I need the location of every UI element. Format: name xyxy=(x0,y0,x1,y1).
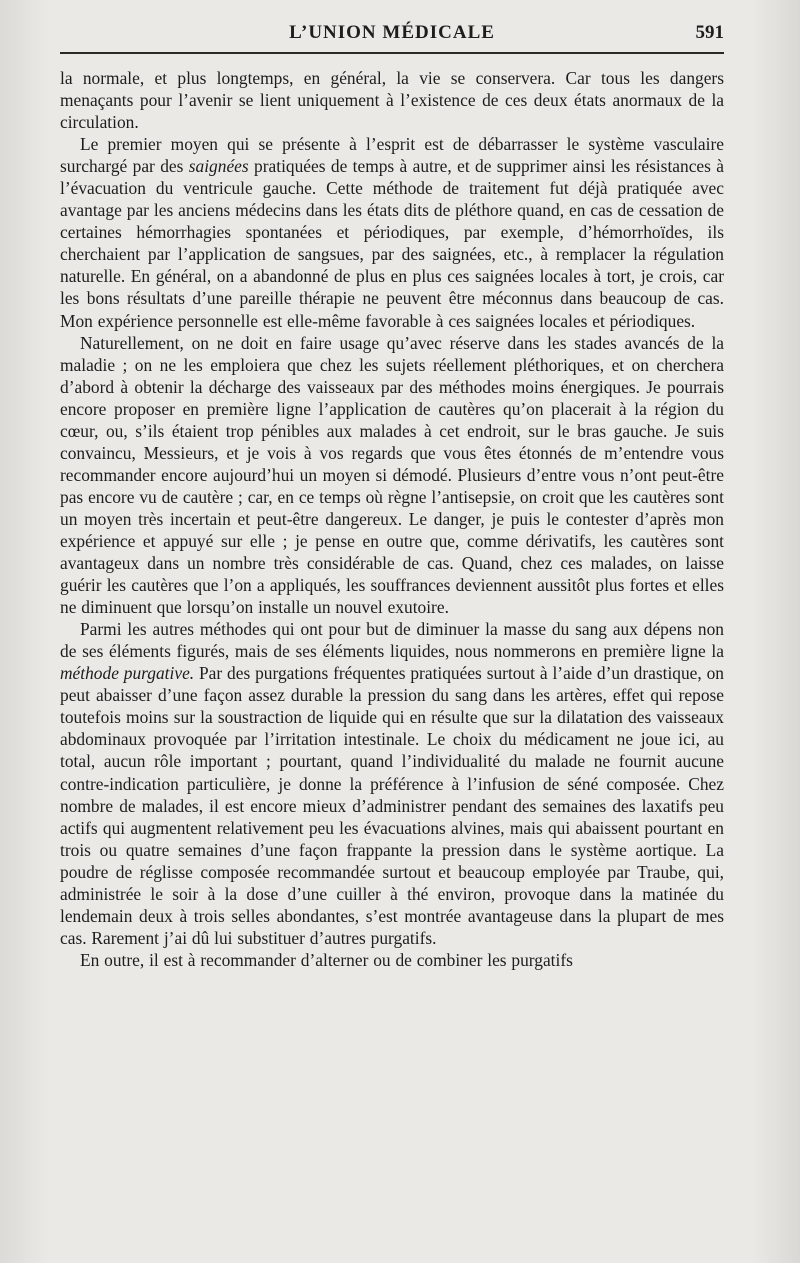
paragraph-5-text: En outre, il est à recommander d’alterner ou de combiner les purgatifs xyxy=(80,949,573,970)
paragraph-4-emphasis: méthode purgative. xyxy=(60,663,195,684)
paragraph-2-emphasis: saignées xyxy=(188,156,249,177)
paragraph-2-text-b: pratiquées de temps à autre, et de supprimer ainsi les résistances à l’évacuation du ventricule gauche. Cette méthode de traitement fut déjà pratiquée avec avantage par les anciens médecins dans les états dits de pléthore quand, en cas de cessation de certaines hémorrhagies spontanées et périodiques, par exemple, d’hémorrhoïdes, ils cherchaient par l’application de sangsues, par des saignées, etc., à remplacer la régulation naturelle. En général, on a abandonné de plus en plus ces saignées locales à tort, je crois, car les bons résultats d’une pareille thérapie ne peuvent être méconnus dans beaucoup de cas. Mon expérience personnelle est elle-même favorable à ces saignées locales et périodiques. xyxy=(60,156,724,331)
body-text xyxy=(60,67,724,971)
paragraph-2 xyxy=(60,133,724,331)
paragraph-2-text-a: Le premier moyen qui se présente à l’esprit est de débarrasser le système vasculaire surchargé par des xyxy=(60,134,724,177)
running-title: L’UNION MÉDICALE xyxy=(289,22,495,43)
paragraph-1 xyxy=(60,67,724,133)
paragraph-3-text: Naturellement, on ne doit en faire usage qu’avec réserve dans les stades avancés de la maladie ; on ne les emploiera que chez les sujets réellement pléthoriques, et on cherchera d’abord à obtenir la décharge des vaisseaux par des méthodes moins énergiques. Je pourrais encore proposer en première ligne l’application de cautères qu’on placerait à la région du cœur, ou, s’ils étaient trop pénibles aux malades à cet endroit, sur le bras gauche. Je suis convaincu, Messieurs, et je vois à vos regards que vous êtes étonnés de m’entendre vous recommander encore aujourd’hui un moyen si démodé. Plusieurs d’entre vous n’ont peut-être pas encore vu de cautère ; car, en ce temps où règne l’antisepsie, on croit que les cautères sont un moyen très incertain et peut-être dangereux. Le danger, je puis le contester d’après mon expérience et appuyé sur elle ; je pense en outre que, comme dérivatifs, les cautères sont avantageux dans un nombre très considérable de cas. Quand, chez ces malades, on laisse guérir les cautères que l’on a appliqués, les souffrances deviennent aussitôt plus fortes et elles ne diminuent que lorsqu’on installe un nouvel exutoire. xyxy=(60,332,724,618)
page-number: 591 xyxy=(695,22,724,43)
paragraph-1-text: la normale, et plus longtemps, en général, la vie se conservera. Car tous les dangers menaçants pour l’avenir se lient uniquement à l’existence de ces deux états anormaux de la circulation. xyxy=(60,68,724,133)
paragraph-3 xyxy=(60,332,724,619)
paragraph-4 xyxy=(60,618,724,949)
page-header xyxy=(60,22,724,48)
header-rule xyxy=(60,52,724,54)
paragraph-4-text-a: Parmi les autres méthodes qui ont pour but de diminuer la masse du sang aux dépens non de ses éléments figurés, mais de ses éléments liquides, nous nommerons en première ligne la xyxy=(60,619,724,662)
paragraph-5 xyxy=(60,949,724,971)
paragraph-4-text-b: Par des purgations fréquentes pratiquées surtout à l’aide d’un drastique, on peut abaisser d’une façon assez durable la pression du sang dans les artères, effet qui repose toutefois moins sur la soustraction de liquide qui en résulte que sur la dilatation des vaisseaux abdominaux provoquée par l’irritation intestinale. Le choix du médicament ne joue ici, au total, aucun rôle important ; pourtant, quand l’individualité du malade ne fournit aucune contre-indication particulière, je donne la préférence à l’infusion de séné composée. Chez nombre de malades, il est encore mieux d’administrer pendant des semaines des laxatifs peu actifs qui augmentent relativement peu les évacuations alvines, mais qui abaissent pourtant en trois ou quatre semaines d’une façon frappante la pression dans le système aortique. La poudre de réglisse composée recommandée surtout et beaucoup employée par Traube, qui, administrée le soir à la dose d’une cuiller à thé environ, provoque dans la matinée du lendemain deux à trois selles abondantes, s’est montrée avantageuse dans la plupart de mes cas. Rarement j’ai dû lui substituer d’autres purgatifs. xyxy=(60,663,724,948)
